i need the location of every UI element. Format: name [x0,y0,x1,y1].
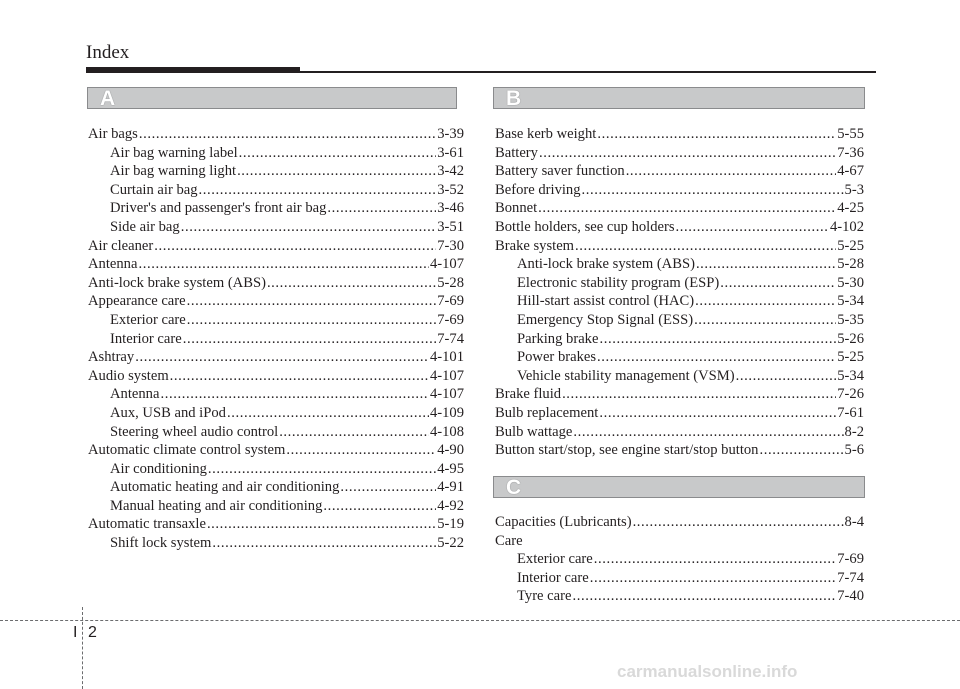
dot-leader [181,218,437,237]
index-entry-text: Appearance care [88,293,186,310]
index-entry [495,255,864,274]
index-entry [88,534,464,553]
index-entry [495,274,864,293]
index-entry-text: Air bags [88,126,138,142]
index-entry-page: 4-91 [437,479,464,496]
index-entry-page: 7-69 [437,311,464,328]
section-letter-b: B [506,87,522,110]
index-entry-text: Curtain air bag [110,181,198,198]
dot-leader [633,513,844,532]
dot-leader [597,348,836,367]
index-entry [495,587,864,606]
index-entry-page: 4-108 [429,423,464,440]
index-entry [88,497,464,516]
dot-leader [327,199,436,218]
index-entry-page: 4-101 [429,349,464,366]
index-entry-page: 4-90 [437,442,464,459]
dot-leader [599,404,836,423]
dot-leader [212,534,436,553]
index-entry [88,460,464,479]
index-entry-text: Antenna [88,256,138,273]
index-entry-page: 3-39 [437,126,464,142]
index-entry-page: 7-30 [437,237,464,254]
index-entry-page: 4-67 [837,163,864,180]
dot-leader [736,367,837,386]
dot-leader [183,330,437,349]
index-entry-text: Capacities (Lubricants) [495,514,632,530]
index-entry-text: Steering wheel audio control [110,423,279,440]
dot-leader [207,515,436,534]
index-entry-text: Brake system [495,237,575,254]
index-entry [495,385,864,404]
footer-page-number: 2 [88,624,97,641]
index-entry-page: 4-107 [429,256,464,273]
index-entry [88,311,464,330]
index-entry-text: Electronic stability program (ESP) [517,274,720,291]
index-entry-text: Air cleaner [88,237,154,254]
index-entry-text: Bulb wattage [495,423,573,440]
dot-leader [154,237,436,256]
dot-leader [626,162,837,181]
dot-leader [199,181,437,200]
index-entry-page: 4-107 [429,367,464,384]
dot-leader [237,162,436,181]
section-letter-a: A [100,87,116,110]
index-entry-page: 4-95 [437,460,464,477]
dot-leader [139,125,436,144]
dot-leader [538,199,836,218]
index-entry-page: 7-40 [837,588,864,605]
index-entry-text: Before driving [495,181,581,198]
index-entry [495,181,864,200]
index-entry-page: 8-4 [844,514,864,530]
dot-leader [323,497,436,516]
dot-leader [573,423,843,442]
index-entry [88,144,464,163]
index-entry [495,513,864,532]
index-entry-page: 7-61 [837,404,864,421]
index-entry-text: Side air bag [110,218,180,235]
index-entry-page: 7-69 [837,551,864,568]
index-entry [88,404,464,423]
section-header-a [87,87,457,109]
dot-leader [590,569,837,588]
index-entry-text: Interior care [517,569,589,586]
index-entry [88,423,464,442]
dot-leader [696,255,836,274]
index-entry-text: Ashtray [88,349,135,366]
index-entry-page: 7-36 [837,144,864,161]
index-entry [88,162,464,181]
dot-leader [170,367,429,386]
index-entry [495,199,864,218]
index-entry [88,292,464,311]
dot-leader [759,441,843,460]
dot-leader [539,144,836,163]
index-entry [495,292,864,311]
index-entry-text: Manual heating and air conditioning [110,497,323,514]
index-entry [88,348,464,367]
index-entry-text: Air bag warning label [110,144,238,161]
dot-leader [227,404,429,423]
index-entry-text: Aux, USB and iPod [110,404,226,421]
index-entry-page: 5-55 [837,126,864,142]
index-entry-page: 5-25 [837,349,864,366]
index-entry-text: Air conditioning [110,460,207,477]
index-entry-page: 7-69 [437,293,464,310]
index-entry [495,532,864,551]
index-entry-text: Button start/stop, see engine start/stop button [495,442,759,459]
section-header-c [493,476,865,498]
index-entry-text: Exterior care [110,311,186,328]
index-entry [88,181,464,200]
index-entry [88,515,464,534]
index-entry-page: 4-109 [429,404,464,421]
footer-dashed-rule [0,620,960,621]
index-entry-page: 5-28 [437,274,464,291]
index-list-a [88,125,464,553]
index-entry-text: Interior care [110,330,182,347]
index-entry-text: Shift lock system [110,535,212,552]
dot-leader [575,237,836,256]
index-entry-text: Vehicle stability management (VSM) [517,367,735,384]
index-entry [495,348,864,367]
index-entry [88,199,464,218]
index-entry [495,162,864,181]
index-entry-page: 5-34 [837,293,864,310]
dot-leader [582,181,844,200]
index-entry [88,367,464,386]
dot-leader [676,218,829,237]
index-entry-text: Power brakes [517,349,597,366]
index-entry-page: 4-25 [837,200,864,217]
index-entry [88,385,464,404]
index-list-c [495,513,864,606]
index-entry-text: Hill-start assist control (HAC) [517,293,695,310]
footer-section-label: I [73,624,78,641]
index-entry-page: 5-25 [837,237,864,254]
dot-leader [720,274,836,293]
index-entry [495,441,864,460]
footer-vertical-rule [82,607,83,689]
index-entry-page: 7-26 [837,386,864,403]
index-entry [88,330,464,349]
index-entry-text: Audio system [88,367,169,384]
dot-leader [597,125,836,144]
index-entry [495,423,864,442]
index-entry-text: Automatic climate control system [88,442,286,459]
dot-leader [267,274,436,293]
index-entry-page: 8-2 [844,423,864,440]
index-entry-text: Air bag warning light [110,163,237,180]
index-entry-text: Anti-lock brake system (ABS) [88,274,266,291]
index-entry-text: Emergency Stop Signal (ESS) [517,311,694,328]
header-rule [86,71,876,73]
index-entry-text: Care [495,532,523,549]
dot-leader [562,385,836,404]
index-entry-text: Anti-lock brake system (ABS) [517,256,695,273]
dot-leader [138,255,428,274]
index-entry-page: 5-3 [844,181,864,198]
index-entry [88,218,464,237]
index-entry-page: 5-30 [837,274,864,291]
index-entry-page: 3-61 [437,144,464,161]
index-entry-page: 7-74 [437,330,464,347]
dot-leader [599,330,836,349]
index-entry-page: 5-26 [837,330,864,347]
dot-leader [694,311,836,330]
index-entry-text: Bonnet [495,200,538,217]
index-entry-text: Automatic heating and air conditioning [110,479,340,496]
index-entry-page: 5-35 [837,311,864,328]
index-entry [88,274,464,293]
page-title: Index [86,42,130,63]
dot-leader [208,460,436,479]
index-entry [495,218,864,237]
index-entry-text: Antenna [110,386,160,403]
dot-leader [594,550,836,569]
dot-leader [279,423,429,442]
index-entry [88,125,464,144]
index-entry [495,404,864,423]
index-entry-text: Battery saver function [495,163,625,180]
index-entry-page: 3-52 [437,181,464,198]
section-letter-c: C [506,476,522,499]
index-entry [495,550,864,569]
index-entry [495,311,864,330]
section-header-b [493,87,865,109]
index-entry-text: Bottle holders, see cup holders [495,218,675,235]
index-entry-page: 5-6 [844,442,864,459]
index-entry [495,125,864,144]
watermark: carmanualsonline.info [617,662,798,681]
index-entry [495,569,864,588]
index-entry-page: 5-22 [437,535,464,552]
index-entry [495,237,864,256]
index-entry-page: 3-46 [437,200,464,217]
dot-leader [135,348,429,367]
index-entry-text: Parking brake [517,330,599,347]
dot-leader [340,478,436,497]
index-entry-text: Driver's and passenger's front air bag [110,200,327,217]
index-entry [88,478,464,497]
index-entry-page: 3-51 [437,218,464,235]
index-entry [88,255,464,274]
index-entry-page: 5-19 [437,516,464,533]
index-entry-page: 4-102 [829,218,864,235]
index-entry-page: 4-92 [437,497,464,514]
index-entry-page: 5-28 [837,256,864,273]
index-entry-page: 5-34 [837,367,864,384]
index-entry-text: Tyre care [517,588,572,605]
dot-leader [187,311,436,330]
dot-leader [239,144,437,163]
index-entry-page: 7-74 [837,569,864,586]
dot-leader [695,292,836,311]
index-entry-text: Battery [495,144,538,161]
index-entry-page: 4-107 [429,386,464,403]
index-entry [88,441,464,460]
index-entry-text: Bulb replacement [495,404,599,421]
index-entry-page: 3-42 [437,163,464,180]
index-entry [495,144,864,163]
index-entry-text: Brake fluid [495,386,562,403]
dot-leader [160,385,428,404]
index-entry [495,330,864,349]
index-entry-text: Automatic transaxle [88,516,206,533]
index-entry-text: Base kerb weight [495,126,597,142]
index-entry [495,367,864,386]
dot-leader [572,587,836,606]
index-entry-text: Exterior care [517,551,593,568]
index-entry [88,237,464,256]
dot-leader [187,292,437,311]
index-list-b [495,125,864,460]
dot-leader [286,441,436,460]
